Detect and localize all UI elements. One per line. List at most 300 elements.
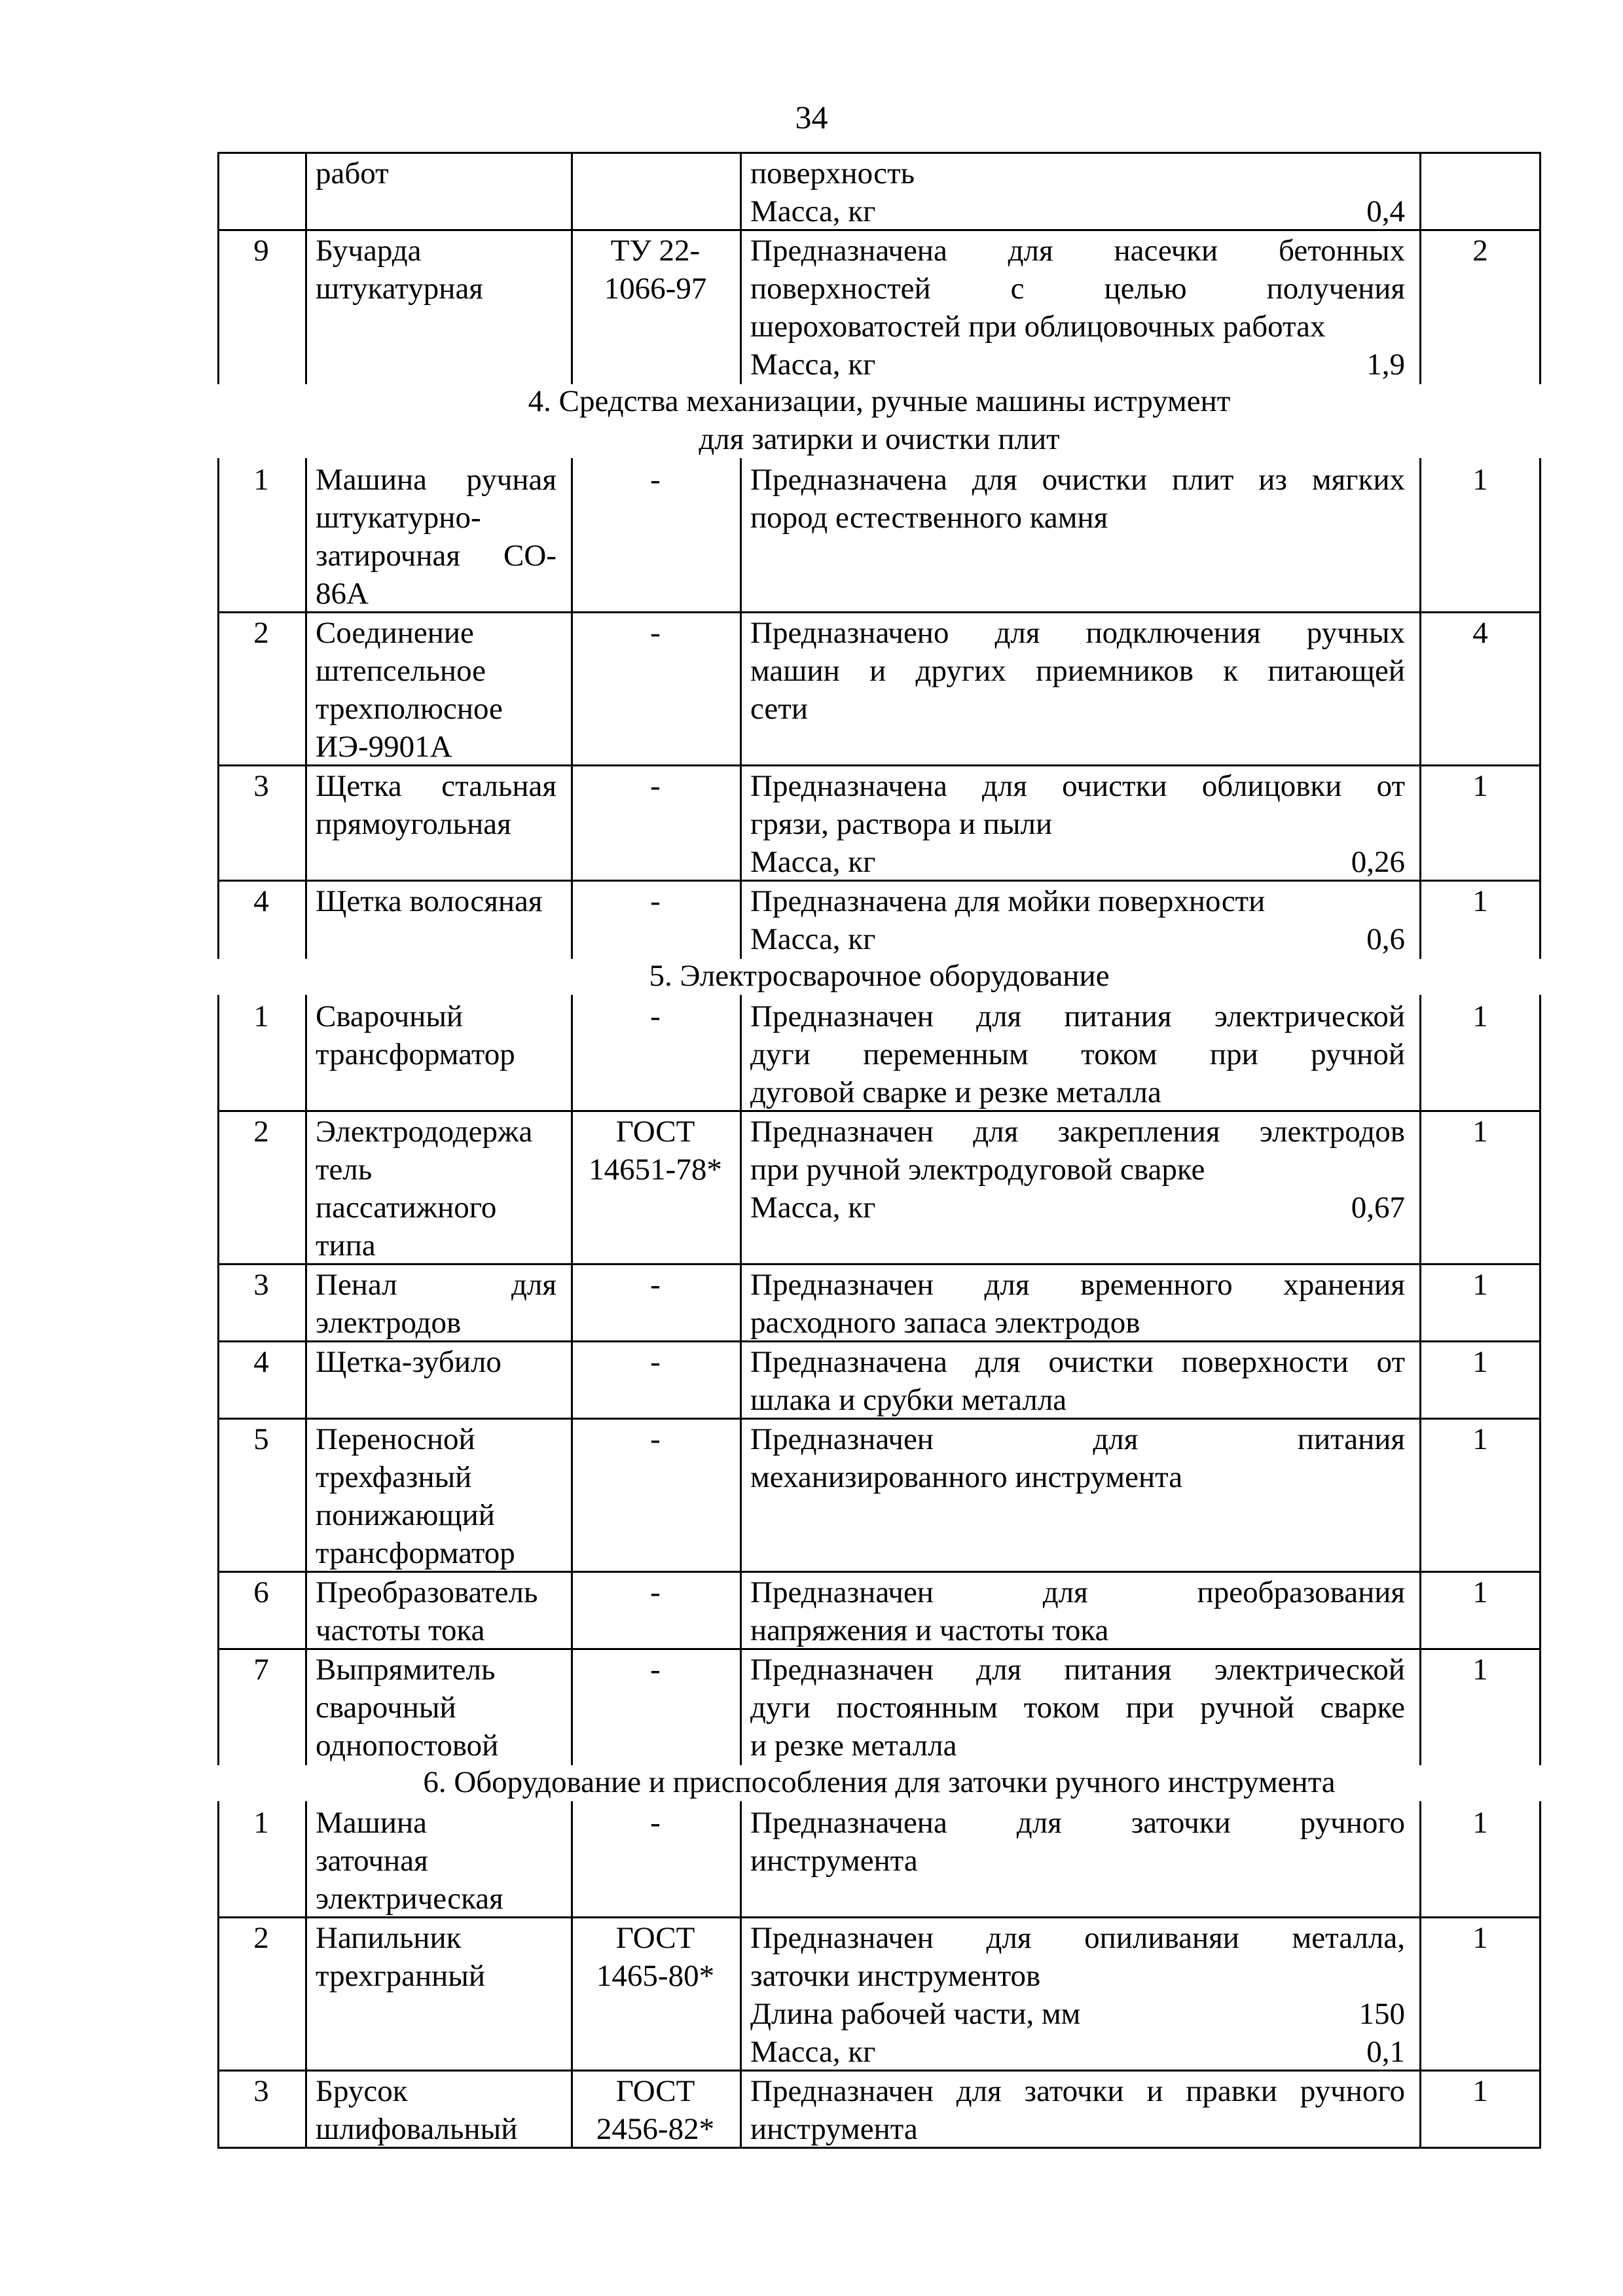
text-line: пород естественного камня (750, 501, 1108, 535)
text-line: Предназначена для насечки бетонных (750, 234, 1405, 268)
item-description (750, 997, 1405, 1111)
text-line: дуги постоянным током при ручной сварке (750, 1691, 1405, 1725)
table-rule (217, 2147, 1541, 2149)
text-line: - (650, 1345, 661, 1379)
item-standard (571, 1343, 740, 1381)
table-column-rule (305, 1263, 307, 1342)
text-line: пассатижного (316, 1191, 497, 1225)
item-name (316, 1573, 556, 1649)
table-column-rule (740, 995, 742, 1112)
item-name (316, 1919, 556, 1995)
text-line: Пенал для (316, 1268, 556, 1302)
text-line: штукатурно- (316, 501, 481, 535)
table-column-rule (1539, 2070, 1541, 2149)
table-column-rule (217, 1801, 219, 1918)
table-column-rule (217, 1110, 219, 1265)
table-rule (217, 152, 1541, 154)
item-name (316, 882, 556, 920)
text-line: штепсельное (316, 654, 486, 688)
item-quantity: 2 (1472, 234, 1488, 268)
table-column-rule (571, 1916, 573, 2072)
table-column-rule (305, 1571, 307, 1650)
text-line: шероховатостей при облицовочных работах (750, 310, 1326, 344)
table-column-rule (1539, 229, 1541, 384)
table-column-rule (217, 764, 219, 882)
item-standard (571, 1651, 740, 1689)
text-line: - (650, 616, 661, 650)
item-quantity: 1 (1472, 1575, 1488, 1609)
table-column-rule (571, 229, 573, 384)
table-column-rule (1539, 1418, 1541, 1573)
table-column-rule (217, 458, 219, 613)
table-column-rule (305, 2070, 307, 2149)
item-quantity: 1 (1472, 463, 1488, 497)
item-description (750, 1343, 1405, 1419)
table-column-rule (1419, 229, 1421, 384)
text-line: Брусок (316, 2074, 408, 2108)
item-standard (571, 1804, 740, 1842)
table-column-rule (571, 1110, 573, 1265)
item-standard (571, 767, 740, 805)
table-column-rule (740, 229, 742, 384)
item-description (750, 1266, 1405, 1342)
text-line: Напильник (316, 1921, 462, 1955)
table-column-rule (305, 458, 307, 613)
text-line: Выпрямитель (316, 1653, 496, 1687)
text-line: Бучарда (316, 234, 422, 268)
text-line: 86А (316, 577, 369, 611)
item-description (750, 882, 1405, 958)
item-description (750, 1573, 1405, 1649)
row-number: 3 (253, 769, 269, 803)
item-quantity: 1 (1472, 1921, 1488, 1955)
text-line: дуговой сварке и резке металла (750, 1075, 1161, 1109)
table-column-rule (305, 764, 307, 882)
table-rule (217, 1340, 1541, 1342)
table-column-rule (217, 995, 219, 1112)
text-line: инструмента (750, 1844, 918, 1878)
text-line: - (650, 1575, 661, 1609)
item-quantity: 1 (1472, 884, 1488, 918)
property-label: Масса, кг (750, 845, 876, 879)
table-rule (217, 1916, 1541, 1918)
property-row (750, 843, 1405, 881)
table-rule (217, 611, 1541, 613)
text-line: работ (316, 156, 389, 190)
table-column-rule (740, 1263, 742, 1342)
property-value: 0,6 (1366, 922, 1405, 956)
table-column-rule (1539, 1801, 1541, 1918)
table-rule (217, 880, 1541, 882)
text-line: поверхность (750, 156, 915, 190)
text-line: ГОСТ (615, 1115, 695, 1149)
text-line: ТУ 22- (610, 234, 701, 268)
item-quantity: 1 (1472, 769, 1488, 803)
row-number: 2 (253, 1115, 269, 1149)
text-line: Предназначен для закрепления электродов (750, 1115, 1405, 1149)
text-line: Предназначен для питания (750, 1422, 1405, 1456)
item-standard (571, 232, 740, 308)
item-name (316, 1266, 556, 1342)
text-line: ГОСТ (615, 2074, 695, 2108)
text-line: однопостовой (316, 1729, 499, 1763)
table-rule (217, 1263, 1541, 1265)
text-line: Предназначен для питания электрической (750, 999, 1405, 1033)
table-column-rule (571, 2070, 573, 2149)
item-standard (571, 1113, 740, 1189)
text-line: штукатурная (316, 272, 483, 306)
item-description (750, 461, 1405, 537)
item-name (316, 1113, 556, 1265)
text-line: Предназначена для очистки поверхности от (750, 1345, 1405, 1379)
item-standard (571, 997, 740, 1035)
table-column-rule (217, 1418, 219, 1573)
text-line: - (650, 1268, 661, 1302)
table-column-rule (740, 458, 742, 613)
table-column-rule (1419, 611, 1421, 766)
item-quantity: 1 (1472, 1653, 1488, 1687)
table-column-rule (1539, 1571, 1541, 1650)
item-description (750, 1804, 1405, 1880)
table-column-rule (217, 1648, 219, 1765)
section-title: 5. Электросварочное оборудование (649, 959, 1110, 993)
table-column-rule (305, 1110, 307, 1265)
table-column-rule (740, 1648, 742, 1765)
row-number: 7 (253, 1653, 269, 1687)
text-line: Предназначен для питания электрической (750, 1653, 1405, 1687)
item-name (316, 1420, 556, 1572)
item-quantity: 4 (1472, 616, 1488, 650)
item-standard (571, 614, 740, 652)
table-column-rule (740, 1571, 742, 1650)
equipment-table (217, 152, 1541, 2149)
table-column-rule (1539, 1340, 1541, 1420)
table-column-rule (571, 995, 573, 1112)
table-column-rule (1419, 1263, 1421, 1342)
table-column-rule (1539, 880, 1541, 959)
item-description (750, 767, 1405, 881)
text-line: 1066-97 (604, 272, 707, 306)
table-column-rule (571, 1340, 573, 1420)
text-line: заточки инструментов (750, 1959, 1041, 1993)
table-column-rule (305, 995, 307, 1112)
item-name (316, 997, 556, 1073)
table-column-rule (571, 1263, 573, 1342)
table-rule (217, 1110, 1541, 1112)
item-description (750, 1651, 1405, 1765)
table-column-rule (305, 152, 307, 231)
table-rule (217, 1418, 1541, 1420)
item-name (316, 2072, 556, 2148)
item-quantity: 1 (1472, 1422, 1488, 1456)
row-number: 1 (253, 463, 269, 497)
text-line: Электрододержа (316, 1115, 533, 1149)
page-number: 34 (795, 99, 828, 135)
item-name (316, 154, 556, 192)
property-row (750, 346, 1405, 384)
item-description (750, 614, 1405, 728)
item-description (750, 232, 1405, 384)
table-column-rule (740, 764, 742, 882)
row-number: 2 (253, 1921, 269, 1955)
table-rule (217, 229, 1541, 231)
table-column-rule (571, 880, 573, 959)
item-standard (571, 882, 740, 920)
item-name (316, 461, 556, 613)
table-column-rule (1419, 764, 1421, 882)
table-rule (217, 764, 1541, 766)
property-label: Длина рабочей части, мм (750, 1997, 1081, 2031)
table-column-rule (1419, 152, 1421, 231)
text-line: 14651-78* (589, 1153, 722, 1187)
table-column-rule (1419, 1648, 1421, 1765)
row-number: 6 (253, 1575, 269, 1609)
text-line: машин и других приемников к питающей (750, 654, 1405, 688)
table-column-rule (217, 229, 219, 384)
property-value: 150 (1359, 1997, 1405, 2031)
table-column-rule (1419, 1418, 1421, 1573)
item-quantity: 1 (1472, 1345, 1488, 1379)
text-line: Предназначено для подключения ручных (750, 616, 1405, 650)
text-line: - (650, 1653, 661, 1687)
table-column-rule (1539, 764, 1541, 882)
table-rule (217, 1571, 1541, 1573)
table-column-rule (217, 1916, 219, 2072)
text-line: Предназначена для очистки плит из мягких (750, 463, 1405, 497)
table-column-rule (1539, 1916, 1541, 2072)
table-column-rule (1539, 1648, 1541, 1765)
table-column-rule (740, 1916, 742, 2072)
property-row (750, 192, 1405, 230)
row-number: 9 (253, 234, 269, 268)
text-line: типа (316, 1229, 376, 1263)
text-line: и резке металла (750, 1729, 957, 1763)
text-line: Преобразователь (316, 1575, 538, 1609)
text-line: Предназначена для заточки ручного (750, 1806, 1405, 1840)
text-line: - (650, 884, 661, 918)
text-line: Предназначен для опиливаняи металла, (750, 1921, 1405, 1955)
table-column-rule (217, 2070, 219, 2149)
table-column-rule (217, 152, 219, 231)
text-line: затирочная СО- (316, 539, 556, 573)
row-number: 3 (253, 1268, 269, 1302)
table-column-rule (305, 1340, 307, 1420)
text-line: электрическая (316, 1882, 503, 1916)
item-description (750, 1919, 1405, 2071)
property-label: Масса, кг (750, 1191, 876, 1225)
table-rule (217, 2070, 1541, 2072)
table-column-rule (571, 1418, 573, 1573)
text-line: поверхностей с целью получения (750, 272, 1405, 306)
text-line: - (650, 1806, 661, 1840)
item-name (316, 1804, 556, 1918)
text-line: Щетка-зубило (316, 1345, 501, 1379)
table-column-rule (1419, 1801, 1421, 1918)
text-line: инструмента (750, 2112, 918, 2146)
item-description (750, 2072, 1405, 2148)
table-column-rule (740, 1110, 742, 1265)
text-line: 1465-80* (596, 1959, 715, 1993)
text-line: - (650, 463, 661, 497)
table-column-rule (1539, 458, 1541, 613)
text-line: трансформатор (316, 1536, 515, 1570)
item-name (316, 232, 556, 308)
table-column-rule (571, 764, 573, 882)
table-column-rule (1419, 995, 1421, 1112)
table-column-rule (740, 1418, 742, 1573)
row-number: 2 (253, 616, 269, 650)
table-column-rule (305, 1801, 307, 1918)
table-column-rule (1419, 2070, 1421, 2149)
item-standard (571, 1573, 740, 1611)
text-line: Предназначена для мойки поверхности (750, 884, 1266, 918)
property-row (750, 1189, 1405, 1227)
item-quantity: 1 (1472, 1806, 1488, 1840)
item-description (750, 1420, 1405, 1496)
row-number: 3 (253, 2074, 269, 2108)
table-column-rule (1539, 1110, 1541, 1265)
property-value: 0,26 (1351, 845, 1405, 879)
table-column-rule (217, 1571, 219, 1650)
text-line: грязи, раствора и пыли (750, 807, 1053, 841)
text-line: частоты тока (316, 1613, 485, 1647)
text-line: трехфазный (316, 1460, 472, 1494)
table-column-rule (305, 1648, 307, 1765)
table-column-rule (571, 611, 573, 766)
table-column-rule (1419, 880, 1421, 959)
table-column-rule (1539, 152, 1541, 231)
section-title: для затирки и очистки плит (699, 422, 1060, 456)
table-column-rule (217, 880, 219, 959)
table-column-rule (1419, 1916, 1421, 2072)
row-number: 1 (253, 999, 269, 1033)
text-line: Переносной (316, 1422, 475, 1456)
table-column-rule (740, 611, 742, 766)
table-column-rule (740, 1801, 742, 1918)
table-column-rule (740, 1340, 742, 1420)
table-column-rule (1539, 611, 1541, 766)
table-column-rule (1539, 995, 1541, 1112)
row-number: 1 (253, 1806, 269, 1840)
item-quantity: 1 (1472, 1268, 1488, 1302)
table-column-rule (571, 1801, 573, 1918)
table-column-rule (1419, 1340, 1421, 1420)
table-column-rule (571, 1648, 573, 1765)
item-standard (571, 1919, 740, 1995)
property-label: Масса, кг (750, 194, 876, 228)
item-standard (571, 461, 740, 499)
text-line: - (650, 999, 661, 1033)
item-standard (571, 1420, 740, 1458)
text-line: Предназначен для заточки и правки ручного (750, 2074, 1405, 2108)
text-line: Машина (316, 1806, 428, 1840)
text-line: трансформатор (316, 1037, 515, 1071)
property-value: 1,9 (1366, 348, 1405, 382)
text-line: понижающий (316, 1498, 495, 1532)
text-line: Щетка волосяная (316, 884, 543, 918)
text-line: - (650, 1422, 661, 1456)
text-line: электродов (316, 1306, 462, 1340)
item-description (750, 154, 1405, 230)
table-column-rule (217, 611, 219, 766)
property-label: Масса, кг (750, 922, 876, 956)
item-name (316, 1343, 556, 1381)
text-line: сварочный (316, 1691, 456, 1725)
text-line: Предназначена для очистки облицовки от (750, 769, 1405, 803)
text-line: заточная (316, 1844, 428, 1878)
property-value: 0,1 (1366, 2035, 1405, 2069)
item-standard (571, 1266, 740, 1304)
table-column-rule (740, 880, 742, 959)
property-label: Масса, кг (750, 2035, 876, 2069)
item-quantity: 1 (1472, 1115, 1488, 1149)
text-line: тель (316, 1153, 373, 1187)
property-row (750, 2033, 1405, 2071)
table-column-rule (305, 880, 307, 959)
property-value: 0,4 (1366, 194, 1405, 228)
section-title: 6. Оборудование и приспособления для заточки ручного инструмента (423, 1765, 1336, 1799)
text-line: Предназначен для преобразования (750, 1575, 1405, 1609)
text-line: дуги переменным током при ручной (750, 1037, 1405, 1071)
table-rule (217, 1648, 1541, 1650)
row-number: 4 (253, 884, 269, 918)
text-line: Сварочный (316, 999, 464, 1033)
text-line: Машина ручная (316, 463, 556, 497)
table-column-rule (1419, 458, 1421, 613)
item-standard (571, 2072, 740, 2148)
text-line: - (650, 769, 661, 803)
table-column-rule (571, 458, 573, 613)
row-number: 4 (253, 1345, 269, 1379)
property-row (750, 920, 1405, 958)
item-description (750, 1113, 1405, 1227)
table-column-rule (305, 229, 307, 384)
table-column-rule (740, 152, 742, 231)
table-column-rule (1539, 1263, 1541, 1342)
row-number: 5 (253, 1422, 269, 1456)
section-title: 4. Средства механизации, ручные машины иструмент (528, 384, 1231, 418)
property-value: 0,67 (1351, 1191, 1405, 1225)
table-column-rule (1419, 1110, 1421, 1265)
text-line: трехгранный (316, 1959, 486, 1993)
text-line: прямоугольная (316, 807, 511, 841)
text-line: ГОСТ (615, 1921, 695, 1955)
table-column-rule (305, 611, 307, 766)
text-line: напряжения и частоты тока (750, 1613, 1109, 1647)
item-name (316, 1651, 556, 1765)
item-name (316, 614, 556, 766)
text-line: сети (750, 692, 808, 726)
text-line: ИЭ-9901А (316, 730, 452, 764)
table-column-rule (571, 1571, 573, 1650)
table-column-rule (217, 1340, 219, 1420)
text-line: Предназначен для временного хранения (750, 1268, 1405, 1302)
table-column-rule (217, 1263, 219, 1342)
item-name (316, 767, 556, 843)
table-column-rule (305, 1418, 307, 1573)
table-column-rule (305, 1916, 307, 2072)
property-row (750, 1995, 1405, 2033)
text-line: Щетка стальная (316, 769, 556, 803)
text-line: механизированного инструмента (750, 1460, 1183, 1494)
text-line: расходного запаса электродов (750, 1306, 1140, 1340)
text-line: шлака и срубки металла (750, 1383, 1067, 1417)
text-line: шлифовальный (316, 2112, 518, 2146)
table-column-rule (571, 152, 573, 231)
item-quantity: 1 (1472, 2074, 1488, 2108)
property-label: Масса, кг (750, 348, 876, 382)
table-column-rule (740, 2070, 742, 2149)
